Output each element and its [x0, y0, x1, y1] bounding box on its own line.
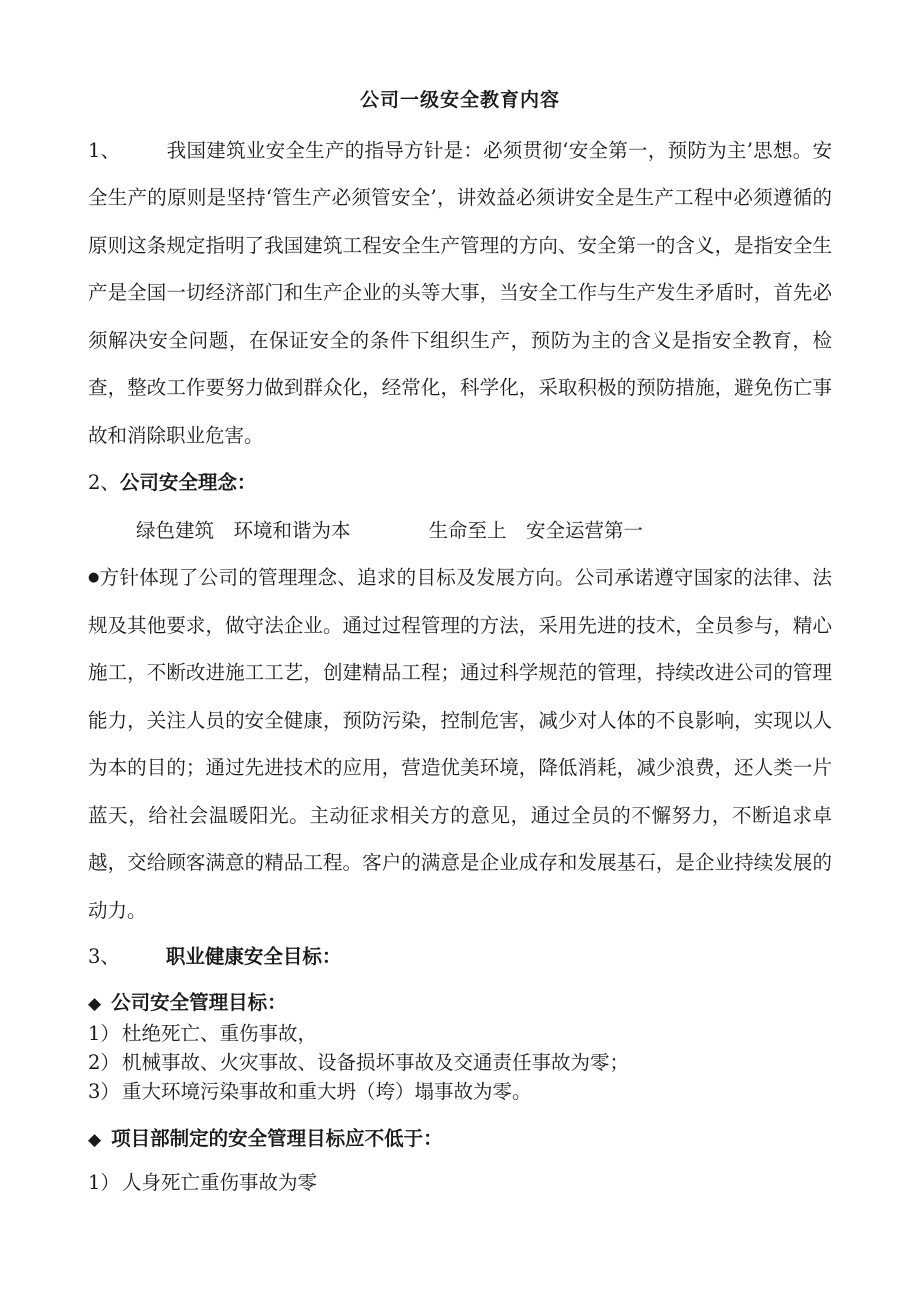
- list-item-text: 人身死亡重伤事故为零: [122, 1171, 318, 1195]
- list-marker: 3）: [88, 1080, 120, 1104]
- section-2-bullet-body: 方针体现了公司的管理理念、追求的目标及发展方向。公司承诺遵守国家的法律、法规及其他要求，做守法企业。通过过程管理的方法，采用先进的技术，全员参与，精心施工，不断改进施工工艺，创建精品工程；通过科学规范的管理，持续改进公司的管理能力，关注人员的安全健康，预防污染，控制危害，减少对人体的不良影响，实现以人为本的目的；通过先进技术的应用，营造优美环境，降低消耗，减少浪费，还人类一片蓝天，给社会温暖阳光。主动征求相关方的意见，通过全员的不懈努力，不断追求卓越，交给顾客满意的精品工程。客户的满意是企业成存和发展基石，是企业持续发展的动力。: [88, 566, 832, 922]
- subsection-project-goals-heading: [88, 1117, 832, 1161]
- diamond-bullet-icon: ◆: [88, 994, 102, 1015]
- spacer: [88, 1106, 832, 1117]
- diamond-bullet-icon: ◆: [88, 1130, 102, 1151]
- section-2-heading-text: 公司安全理念：: [119, 471, 257, 495]
- list-marker: 1）: [88, 1171, 120, 1195]
- section-2-heading: [88, 459, 832, 507]
- section-1-paragraph: [88, 127, 832, 460]
- list-marker: 2）: [88, 1051, 120, 1075]
- document-content: [88, 0, 832, 1205]
- subsection-project-goals-title: 项目部制定的安全管理目标应不低于：: [111, 1127, 443, 1151]
- round-bullet-icon: ●: [88, 570, 100, 586]
- page-title: 公司一级安全教育内容: [359, 89, 560, 111]
- section-3-number: 3、: [88, 945, 120, 969]
- section-1-body: 我国建筑业安全生产的指导方针是：必须贯彻‘安全第一，预防为主’思想。安全生产的原则是坚持‘管生产必须管安全’，讲效益必须讲安全是生产工程中必须遵循的原则这条规定指明了我国建筑工程安全生产管理的方向、安全第一的含义，是指安全生产是全国一切经济部门和生产企业的头等大事，当安全工作与生产发生矛盾时，首先必须解决安全问题，在保证安全的条件下组织生产，预防为主的含义是指安全教育，检查，整改工作要努力做到群众化，经常化，科学化，采取积极的预防措施，避免伤亡事故和消除职业危害。: [88, 138, 832, 447]
- company-safety-slogan: 绿色建筑 环境和谐为本 生命至上 安全运营第一: [136, 518, 644, 542]
- list-item-text: 重大环境污染事故和重大坍（垮）塌事故为零。: [122, 1080, 532, 1104]
- section-3-heading: [88, 934, 832, 980]
- list-item: [88, 1019, 832, 1048]
- list-marker: 1）: [88, 1022, 120, 1046]
- section-2-number: 2、: [88, 471, 120, 495]
- list-item: [88, 1077, 832, 1106]
- section-3-heading-text: 职业健康安全目标：: [165, 945, 342, 969]
- subsection-company-goals-heading: [88, 986, 832, 1019]
- list-item-text: 杜绝死亡、重伤事故，: [122, 1022, 318, 1046]
- list-item: [88, 1161, 832, 1205]
- section-1-number: 1、: [88, 138, 121, 162]
- list-item: [88, 1048, 832, 1077]
- section-2-bullet-paragraph: [88, 554, 832, 934]
- list-item-text: 机械事故、火灾事故、设备损坏事故及交通责任事故为零；: [122, 1051, 630, 1075]
- company-goals-list: [88, 1019, 832, 1106]
- project-goals-list: [88, 1161, 832, 1205]
- subsection-company-goals-title: 公司安全管理目标：: [111, 991, 287, 1015]
